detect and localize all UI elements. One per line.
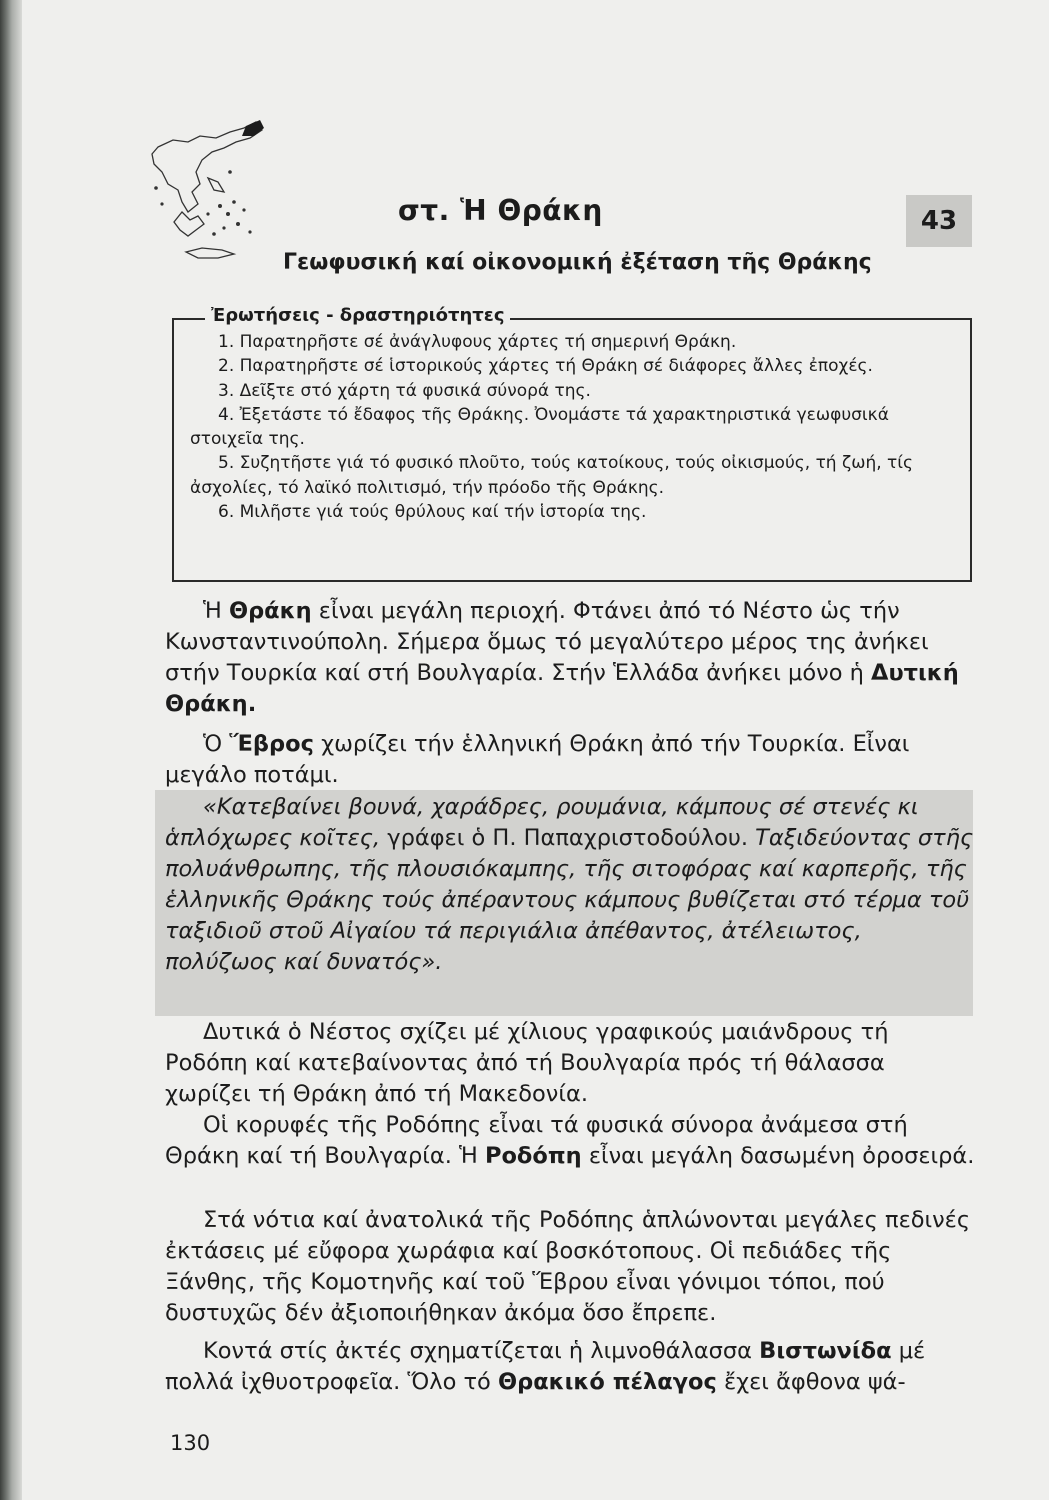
paragraph-thrace-intro [165,596,977,720]
text-run: εἶναι μεγάλη δασωμένη ὀροσειρά. [581,1143,975,1169]
text-run: μέ πολλά ἰχθυοτροφεῖα. Ὅλο τό [165,1338,926,1395]
question-item: 4. Ἐξετάστε τό ἔδαφος τῆς Θράκης. Ὀνομάστε τά χαρακτηριστικά γεωφυσικά στοιχεῖα της. [190,404,889,450]
section-title: στ. Ἡ Θράκη [398,194,603,227]
text-run: χωρίζει τήν ἑλληνική Θράκη ἀπό τήν Τουρκία. Εἶναι μεγάλο ποτάμι. [165,731,910,788]
greece-map-icon [138,112,268,262]
question-item: 2. Παρατηρῆστε σέ ἱστορικούς χάρτες τή Θράκη σέ διάφορες ἄλλες ἐποχές. [218,356,873,377]
quote-text-part: Ταξιδεύοντας στῆς πολυάνθρωπης, τῆς πλουσιόκαμπης, τῆς σιτοφόρας καί καρπερῆς, τῆς ἑλληνικῆς Θράκης τούς ἀπέραντους κάμπους βυθίζεται στό τέρμα τοῦ ταξιδιοῦ στοῦ Αἰγαίου τά περιγιάλια ἀπέθαντος, ἀτέλειωτος, πολύζωος καί δυνατός». [165,825,974,975]
questions-heading: Ἐρωτήσεις - δραστηριότητες [205,305,510,326]
text-run: Κοντά στίς ἀκτές σχηματίζεται ἡ λιμνοθάλασσα [203,1338,760,1364]
text-run: Οἱ κορυφές τῆς Ροδόπης εἶναι τά φυσικά σύνορα ἀνάμεσα στή Θράκη καί τή Βουλγαρία. Ἡ [165,1112,908,1169]
term-western-thrace: Δυτική Θράκη. [165,660,959,717]
paragraph-rhodope [165,1110,977,1172]
term-vistonida: Βιστωνίδα [759,1338,892,1364]
paragraph-nestos: Δυτικά ὁ Νέστος σχίζει μέ χίλιους γραφικούς μαιάνδρους τή Ροδόπη καί κατεβαίνοντας ἀπό τή Βουλγαρία πρός τή θάλασσα χωρίζει τή Θράκη ἀπό τή Μακεδονία. [165,1019,889,1107]
text-run: Ἡ [203,598,229,624]
question-item: 6. Μιλῆστε γιά τούς θρύλους καί τήν ἱστορία της. [218,502,647,523]
book-spine-shadow [0,0,22,1500]
quote-text-part: «Κατεβαίνει βουνά, χαράδρες, ρουμάνια, κάμπους σέ στενές κι ἁπλόχωρες κοῖτες, [165,794,919,851]
paragraph-plains: Στά νότια καί ἀνατολικά τῆς Ροδόπης ἁπλώνονται μεγάλες πεδινές ἐκτάσεις μέ εὔφορα χωράφια καί βοσκότοπους. Οἱ πεδιάδες τῆς Ξάνθης, τῆς Κομοτηνῆς καί τοῦ Ἕβρου εἶναι γόνιμοι τόποι, πού δυστυχῶς δέν ἀξιοποιήθηκαν ἀκόμα ὅσο ἔπρεπε. [165,1207,971,1326]
question-item: 3. Δεῖξτε στό χάρτη τά φυσικά σύνορά της. [218,380,591,401]
paragraph-vistonida [165,1336,977,1398]
question-item: 5. Συζητῆστε γιά τό φυσικό πλοῦτο, τούς κατοίκους, τούς οἰκισμούς, τή ζωή, τίς ἀσχολίες, τό λαϊκό πολιτισμό, τήν πρόοδο τῆς Θράκης. [190,453,914,498]
page-number: 130 [170,1431,211,1455]
question-item: 1. Παρατηρῆστε σέ ἀνάγλυφους χάρτες τή σημερινή Θράκη. [218,332,737,352]
term-thracian-sea: Θρακικό πέλαγος [497,1369,717,1395]
term-thrace: Θράκη [228,598,312,624]
text-run: Ὁ [203,731,230,757]
text-run: ἔχει ἄφθονα ψά- [716,1369,906,1395]
paragraph-evros [165,729,977,791]
section-number-badge: 43 [906,195,972,247]
text-run: εἶναι μεγάλη περιοχή. Φτάνει ἀπό τό Νέστο ὡς τήν Κωνσταντινούπολη. Σήμερα ὅμως τό μεγαλύτερο μέρος της ἀνήκει στήν Τουρκία καί στή Βουλγαρία. Στήν Ἑλλάδα ἀνήκει μόνο ἡ [165,598,929,686]
quote-papachristodoulou [165,792,977,978]
term-evros: Ἕβρος [229,731,314,757]
questions-list [190,330,960,524]
quote-attribution: γράφει ὁ Π. Παπαχριστοδούλου. [380,825,756,851]
section-subtitle: Γεωφυσική καί οἰκονομική ἐξέταση τῆς Θράκης [283,250,872,275]
term-rhodope: Ροδόπη [484,1143,582,1169]
